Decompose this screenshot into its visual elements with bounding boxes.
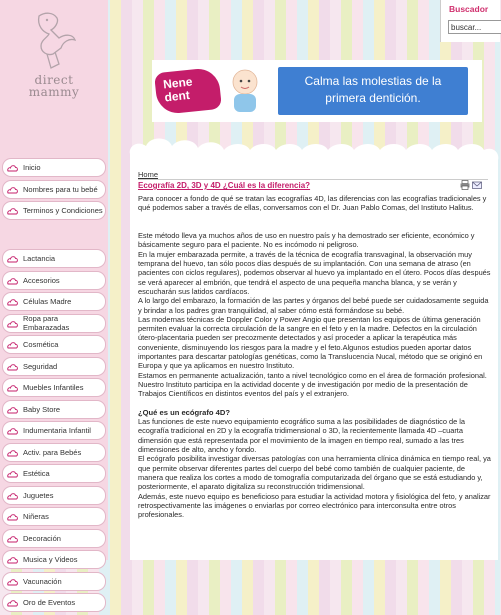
category-menu — [0, 249, 108, 615]
cloud-icon — [7, 362, 18, 371]
cloud-icon — [7, 534, 18, 543]
article-title-link[interactable]: Ecografía 2D, 3D y 4D ¿Cuál es la diferencia? — [138, 181, 311, 190]
menu-label: Activ. para Bebés — [23, 447, 82, 457]
breadcrumb-divider — [138, 179, 488, 180]
menu-label: Indumentaria Infantil — [23, 426, 91, 435]
article-paragraph: Además, este nuevo equipo es beneficioso para estudiar la actividad motora y fisiológica del feto, y analizar retrospectivamente las imágenes o enviarlas por correo electrónico para interconsulta entre otros profesionales. — [138, 491, 491, 520]
cloud-icon — [7, 469, 18, 478]
section-heading: ¿Qué es un ecógrafo 4D? — [138, 407, 230, 417]
banner-brand-logo — [154, 67, 222, 115]
cloud-icon — [7, 163, 18, 172]
menu-item-nombres[interactable] — [2, 180, 106, 199]
menu-item-accesorios[interactable] — [2, 271, 106, 290]
cloud-icon — [7, 512, 18, 521]
cloud-icon — [7, 405, 18, 414]
cloud-icon — [7, 276, 18, 285]
top-menu — [0, 158, 108, 223]
menu-item-ropa-embarazadas[interactable] — [2, 314, 106, 333]
logo-text-mammy: mammy — [28, 85, 80, 99]
email-icon[interactable] — [472, 180, 482, 190]
cloud-icon — [7, 185, 18, 194]
menu-item-oro-eventos[interactable] — [2, 593, 106, 612]
menu-item-celulas-madre[interactable] — [2, 292, 106, 311]
print-icon[interactable] — [460, 180, 470, 190]
cloud-icon — [7, 491, 18, 500]
menu-item-juguetes[interactable] — [2, 486, 106, 505]
article-body — [138, 194, 492, 519]
article-paragraph: Estamos en permanente actualización, tanto a nivel tecnológico como en el área de formación profesional. Nuestro Instituto participa en la actividad docente y de investigación por medio de la presentación de Trabajos Científicos en distintos eventos del país y el extranjero. — [138, 370, 487, 399]
menu-label: Seguridad — [23, 361, 58, 371]
menu-item-lactancia[interactable] — [2, 249, 106, 268]
menu-label: Juguetes — [23, 490, 54, 500]
menu-item-terminos[interactable] — [2, 201, 106, 220]
baby-icon — [226, 67, 264, 115]
menu-label: Musica y Videos — [23, 555, 78, 564]
article-paragraph: Las modernas técnicas de Doppler Color y Power Angio que presentan los equipos de última generación permiten evaluar la correcta circulación de la sangre en el feto y en la madre. Defectos en la circulación útero-placentaria pueden ser precozmente detectados y así proceder a aplicar la terapéutica más conveniente, disminuyendo los riesgos para la madre y el feto.Algunos estudios pueden aportar datos importantes para descartar patologías genéticas, como la Translucencia Nucal, método que se originó en Europa y que ya aplicamos en nuestro Instituto. — [138, 314, 483, 371]
menu-label: Células Madre — [23, 297, 72, 306]
menu-label: Nombres para tu bebé — [23, 184, 98, 194]
cloud-icon — [7, 254, 18, 263]
cloud-icon — [7, 577, 18, 586]
cloud-icon — [7, 319, 18, 328]
article-paragraph: En la mujer embarazada permite, a través de la técnica de ecografía transvaginal, la observación muy temprana del huevo, tan sólo pocos días después de su implantación. Con una semana de atraso (en pacientes con ciclos regulares), podemos observar al huevo ya implantado en el útero. Pocos días después se verá aparecer al embrión, que tendrá el aspecto de una pequeña mancha blanca, y se verán y escucharán sus latidos cardíacos. — [138, 249, 491, 296]
banner-tagline-line1: Calma las molestias de la — [304, 74, 442, 88]
banner-brand-line2: dent — [163, 87, 191, 105]
menu-label: Accesorios — [23, 275, 60, 285]
cloud-icon — [7, 383, 18, 392]
menu-label: Niñeras — [23, 512, 49, 521]
logo-text-direct: direct — [34, 73, 74, 87]
menu-item-vacunacion[interactable] — [2, 572, 106, 591]
menu-label: Muebles Infantiles — [23, 383, 84, 392]
cloud-icon — [7, 448, 18, 457]
article-paragraph: A lo largo del embarazo, la formación de las partes y órganos del bebé puede ser cuidadosamente seguida y brindar a los padres gran tranquilidad, al saber cómo está formándose su bebé. — [138, 296, 489, 315]
cloud-icon — [7, 206, 18, 215]
banner-tagline-line2: primera dentición. — [325, 91, 421, 105]
cloud-icon — [7, 426, 18, 435]
menu-label: Ropa para Embarazadas — [23, 314, 70, 332]
menu-item-musica-videos[interactable] — [2, 550, 106, 569]
banner-tagline — [278, 67, 468, 115]
cloud-icon — [7, 340, 18, 349]
stork-bundle-icon — [29, 8, 79, 74]
cloud-icon — [7, 297, 18, 306]
logo[interactable] — [14, 8, 94, 108]
menu-item-baby-store[interactable] — [2, 400, 106, 419]
menu-item-activ-bebes[interactable] — [2, 443, 106, 462]
article-intro: Para conocer a fondo de qué se tratan las ecografías 4D, las diferencias con las ecografías tradicionales y qué podemos saber a través de ellas, conversamos con el Dr. Juan Pablo Comas, del Instituto Halitus. — [138, 194, 487, 213]
menu-item-nineras[interactable] — [2, 507, 106, 526]
menu-item-decoracion[interactable] — [2, 529, 106, 548]
breadcrumb-home-link[interactable]: Home — [138, 170, 159, 179]
menu-item-inicio[interactable] — [2, 158, 106, 177]
menu-item-estetica[interactable] — [2, 464, 106, 483]
menu-item-muebles[interactable] — [2, 378, 106, 397]
search-title: Buscador — [449, 4, 489, 14]
menu-label: Decoración — [23, 533, 61, 543]
menu-label: Lactancia — [23, 254, 56, 263]
article-paragraph: El ecógrafo posibilita investigar diversas patologías con una herramienta clínica dinámica en tiempo real, ya que permite observar diferentes partes del cuerpo del bebé como también de cualquier paciente, de manera que realiza los cortes a modo de tomografía computarizada del órgano que se está estudiando y, posteriormente, el aparato digitaliza su reconstrucción tridimensional. — [138, 454, 491, 492]
search-box — [440, 0, 500, 42]
menu-label: Vacunación — [23, 576, 62, 586]
article-paragraph: Este método lleva ya muchos años de uso en nuestro país y ha demostrado ser eficiente, económico y básicamente seguro para el paciente. No es incómodo ni peligroso. — [138, 231, 475, 250]
menu-label: Terminos y Condiciones — [23, 206, 103, 215]
menu-label: Oro de Eventos — [23, 598, 76, 607]
menu-item-cosmetica[interactable] — [2, 335, 106, 354]
article-tools — [460, 180, 482, 190]
menu-label: Estética — [23, 469, 50, 478]
cloud-icon — [7, 598, 18, 607]
menu-label: Cosmética — [23, 340, 59, 349]
menu-item-indumentaria[interactable] — [2, 421, 106, 440]
menu-label: Baby Store — [23, 404, 61, 414]
banner-brand-line1: Nene — [162, 74, 194, 92]
search-input[interactable] — [448, 20, 501, 34]
article-paragraph: Las funciones de este nuevo equipamiento ecográfico suma a las posibilidades de diagnóstico de la ecografía tradicional en 2D y la ecografía tridimensional o 3D, la recientemente llamada 4D –cuarta dimensión que está representada por el movimiento de la imagen en tiempo real, sumado a las tres dimensiones de alto, ancho y fondo. — [138, 417, 466, 455]
ad-banner[interactable] — [152, 60, 482, 122]
menu-item-seguridad[interactable] — [2, 357, 106, 376]
menu-label: Inicio — [23, 163, 41, 172]
cloud-icon — [7, 555, 18, 564]
